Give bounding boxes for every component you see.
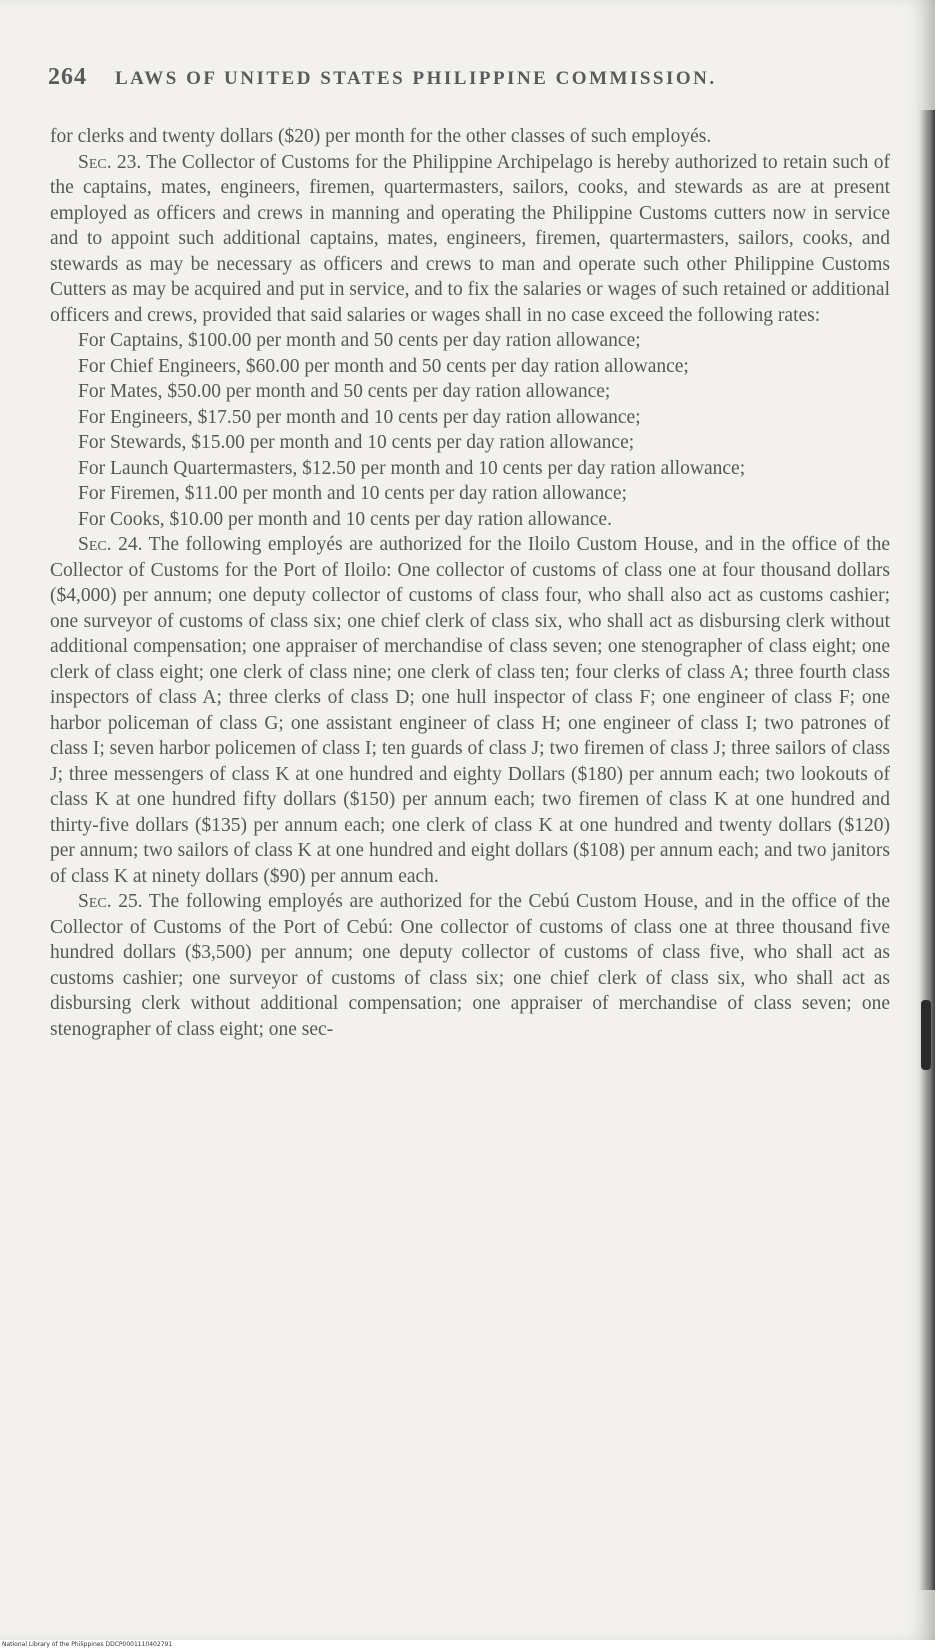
paragraph-text: For Captains, $100.00 per month and 50 cents per day ration allowance; — [78, 330, 641, 351]
rate-captains — [50, 328, 890, 354]
paragraph-text: For Firemen, $11.00 per month and 10 cents per day ration allowance; — [78, 483, 627, 504]
section-label: Sec. 23. — [78, 151, 142, 173]
rate-mates — [50, 379, 890, 405]
section-label: Sec. 24. — [78, 534, 143, 555]
body-text — [50, 124, 890, 1042]
section-24 — [50, 532, 890, 889]
paragraph-text: For Engineers, $17.50 per month and 10 cents per day ration allowance; — [78, 406, 641, 428]
rate-chief-engineers — [50, 354, 890, 380]
rate-cooks — [50, 507, 890, 533]
section-25 — [50, 889, 890, 1042]
paragraph-text: The following employés are authorized for the Iloilo Custom House, and in the office of the Collector of Customs for the Port of Iloilo: One collector of customs of class one at four thousand dollars ($4,000) per annum; one deputy collector of customs of class four, who shall also act as customs cashier; one surveyor of customs of class six; one chief clerk of class six, who shall act as disbursing clerk without additional compensation; one appraiser of merchandise of class seven; one stenographer of class eight; one clerk of class eight; one clerk of class nine; one clerk of class ten; four clerks of class A; three fourth class inspectors of class A; three clerks of class D; one hull inspector of class F; one engineer of class F; one harbor policeman of class G; one assistant engineer of class H; one engineer of class I; two patrones of class I; seven harbor policemen of class I; ten guards of class J; two firemen of class J; three sailors of class J; three messengers of class K at one hundred and eighty Dollars ($180) per annum each; two lookouts of class K at one hundred fifty dollars ($150) per annum each; two firemen of class K at one hundred and thirty-five dollars ($135) per annum each; one clerk of class K at one hundred and twenty dollars ($120) per annum; two sailors of class K at one hundred and eight dollars ($108) per annum each; and two janitors of class K at ninety dollars ($90) per annum each. — [50, 534, 890, 887]
page-edge-shadow — [919, 110, 935, 1590]
running-head: LAWS OF UNITED STATES PHILIPPINE COMMISSION. — [115, 68, 717, 89]
rate-firemen — [50, 481, 890, 507]
paragraph-text: For Mates, $50.00 per month and 50 cents per day ration allowance; — [78, 381, 611, 402]
paragraph-text: The following employés are authorized for the Cebú Custom House, and in the office of the Collector of Customs of the Port of Cebú: One collector of customs of class one at three thousand five hundred dollars ($3,500) per annum; one deputy collector of customs of class five, who shall act as customs cashier; one surveyor of customs of class six; one chief clerk of class six, who shall act as disbursing clerk without additional compensation; one appraiser of merchandise of class seven; one stenographer of class eight; one sec- — [50, 891, 890, 1040]
paragraph-text: For Chief Engineers, $60.00 per month and 50 cents per day ration allowance; — [78, 355, 689, 377]
rate-launch-quartermasters — [50, 456, 890, 482]
section-23 — [50, 150, 890, 329]
page-header — [48, 64, 888, 104]
paragraph-text: for clerks and twenty dollars ($20) per month for the other classes of such employés. — [50, 126, 712, 147]
binding-mark — [921, 1000, 931, 1070]
page-number: 264 — [48, 64, 87, 90]
paragraph-text: For Cooks, $10.00 per month and 10 cents per day ration allowance. — [78, 508, 612, 530]
paragraph-text: For Stewards, $15.00 per month and 10 cents per day ration allowance; — [78, 432, 635, 453]
scan-credit: National Library of the Philippines DDCP0001110402791 — [0, 1640, 938, 1650]
section-label: Sec. 25. — [78, 891, 143, 912]
paragraph-text: The Collector of Customs for the Philippine Archipelago is hereby authorized to retain such of the captains, mates, engineers, firemen, quartermasters, sailors, cooks, and stewards as are at present employed as officers and crews in manning and operating the Philippine Customs cutters now in service and to appoint such additional captains, mates, engineers, firemen, quartermasters, sailors, cooks, and stewards as may be necessary as officers and crews to man and operate such other Philippine Customs Cutters as may be acquired and put in service, and to fix the salaries or wages of such retained or additional officers and crews, provided that said salaries or wages shall in no case exceed the following rates: — [50, 151, 890, 326]
rate-stewards — [50, 430, 890, 456]
rate-engineers — [50, 405, 890, 431]
paragraph-continuation — [50, 124, 890, 150]
paragraph-text: For Launch Quartermasters, $12.50 per month and 10 cents per day ration allowance; — [78, 457, 746, 479]
